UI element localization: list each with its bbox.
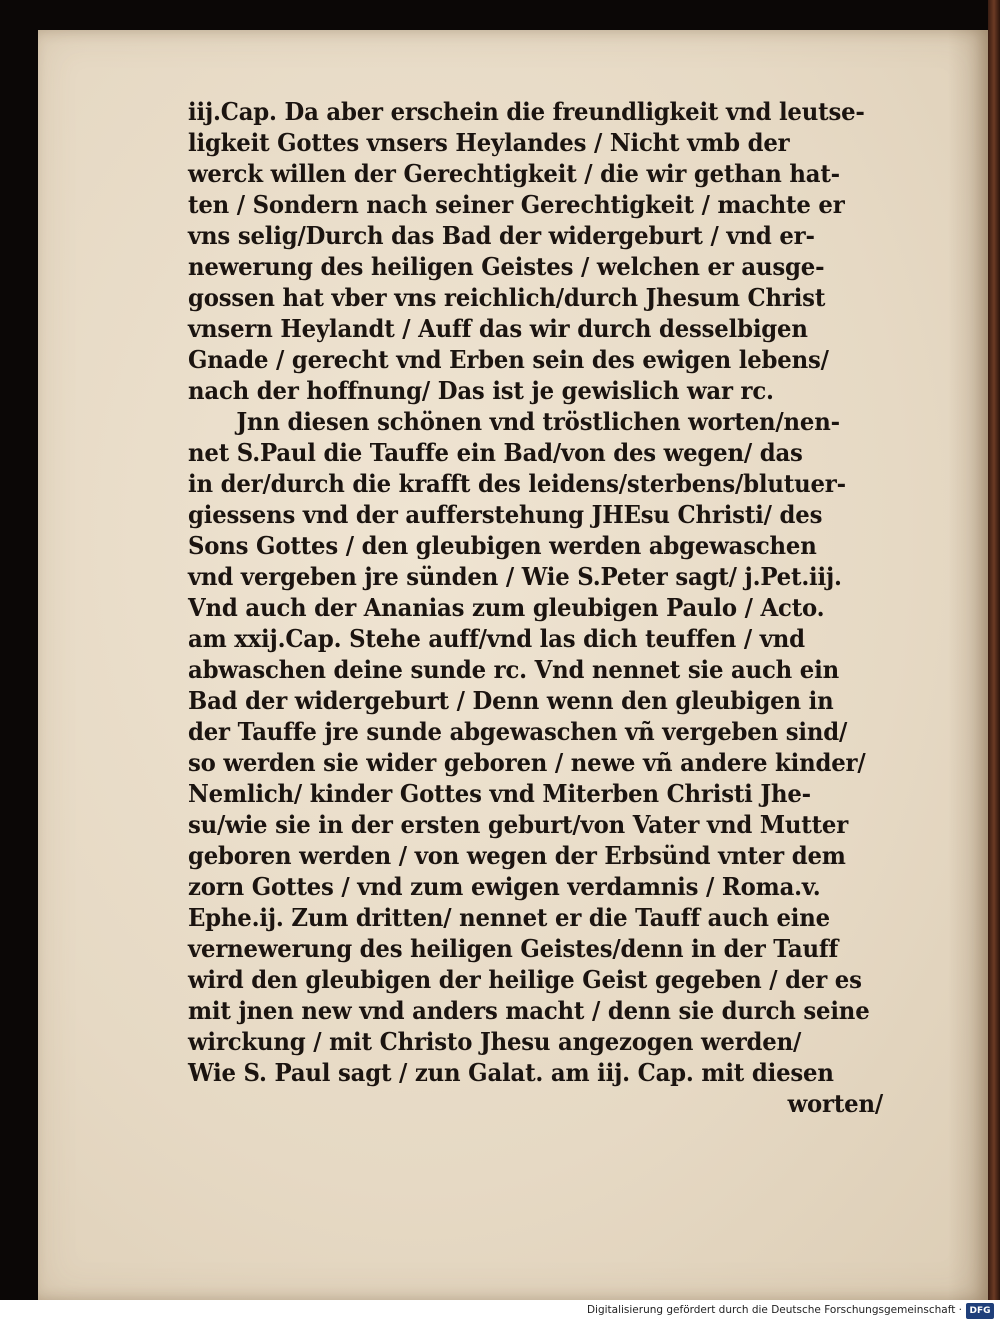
dfg-logo: DFG: [966, 1303, 994, 1319]
text-line: Bad der widergeburt / Denn wenn den gleubigen in: [188, 686, 834, 715]
text-line: so werden sie wider geboren / newe vñ andere kinder/: [188, 748, 866, 777]
text-line: mit jnen new vnd anders macht / denn sie durch seine: [188, 996, 870, 1025]
text-line: werck willen der Gerechtigkeit / die wir gethan hat-: [188, 159, 840, 188]
text-line: net S.Paul die Tauffe ein Bad/von des wegen/ das: [188, 438, 803, 467]
text-line: ligkeit Gottes vnsers Heylandes / Nicht vmb der: [188, 128, 790, 157]
text-line: Ephe.ij. Zum dritten/ nennet er die Tauff auch eine: [188, 903, 830, 932]
text-line: wird den gleubigen der heilige Geist gegeben / der es: [188, 965, 862, 994]
catchword: worten/: [787, 1089, 883, 1118]
text-line: Vnd auch der Ananias zum gleubigen Paulo / Acto.: [188, 593, 825, 622]
text-line: ten / Sondern nach seiner Gerechtigkeit / machte er: [188, 190, 845, 219]
text-line: iij.Cap. Da aber erschein die freundligkeit vnd leutse-: [188, 97, 865, 126]
footer-bar: [0, 1300, 1000, 1324]
text-line: vns selig/Durch das Bad der widergeburt / vnd er-: [188, 221, 815, 250]
text-line: am xxij.Cap. Stehe auff/vnd las dich teuffen / vnd: [188, 624, 805, 653]
text-line: in der/durch die krafft des leidens/sterbens/blutuer-: [188, 469, 846, 498]
text-line: abwaschen deine sunde rc. Vnd nennet sie auch ein: [188, 655, 839, 684]
text-line: Wie S. Paul sagt / zun Galat. am iij. Cap. mit diesen: [188, 1058, 834, 1087]
text-line: geboren werden / von wegen der Erbsünd vnter dem: [188, 841, 846, 870]
text-line: zorn Gottes / vnd zum ewigen verdamnis / Roma.v.: [188, 872, 821, 901]
footer-credit: Digitalisierung gefördert durch die Deutsche Forschungsgemeinschaft ·: [586, 1304, 962, 1316]
text-line: Jnn diesen schönen vnd tröstlichen worten/nen-: [236, 407, 840, 436]
text-line: giessens vnd der aufferstehung JHEsu Christi/ des: [188, 500, 823, 529]
text-line: wirckung / mit Christo Jhesu angezogen werden/: [188, 1027, 802, 1056]
book-edge: [988, 0, 1000, 1300]
text-line: su/wie sie in der ersten geburt/von Vater vnd Mutter: [188, 810, 849, 839]
text-line: vnd vergeben jre sünden / Wie S.Peter sagt/ j.Pet.iij.: [188, 562, 842, 591]
text-line: der Tauffe jre sunde abgewaschen vñ vergeben sind/: [188, 717, 848, 746]
text-line: vernewerung des heiligen Geistes/denn in der Tauff: [188, 934, 839, 963]
text-line: Nemlich/ kinder Gottes vnd Miterben Christi Jhe-: [188, 779, 811, 808]
text-line: gossen hat vber vns reichlich/durch Jhesum Christ: [188, 283, 826, 312]
text-line: Sons Gottes / den gleubigen werden abgewaschen: [188, 531, 817, 560]
page-shadow: [948, 30, 988, 1300]
text-line: nach der hoffnung/ Das ist je gewislich war rc.: [188, 376, 774, 405]
page-text: [188, 96, 883, 1119]
text-line: newerung des heiligen Geistes / welchen er ausge-: [188, 252, 825, 281]
text-line: Gnade / gerecht vnd Erben sein des ewigen lebens/: [188, 345, 829, 374]
text-line: vnsern Heylandt / Auff das wir durch desselbigen: [188, 314, 808, 343]
